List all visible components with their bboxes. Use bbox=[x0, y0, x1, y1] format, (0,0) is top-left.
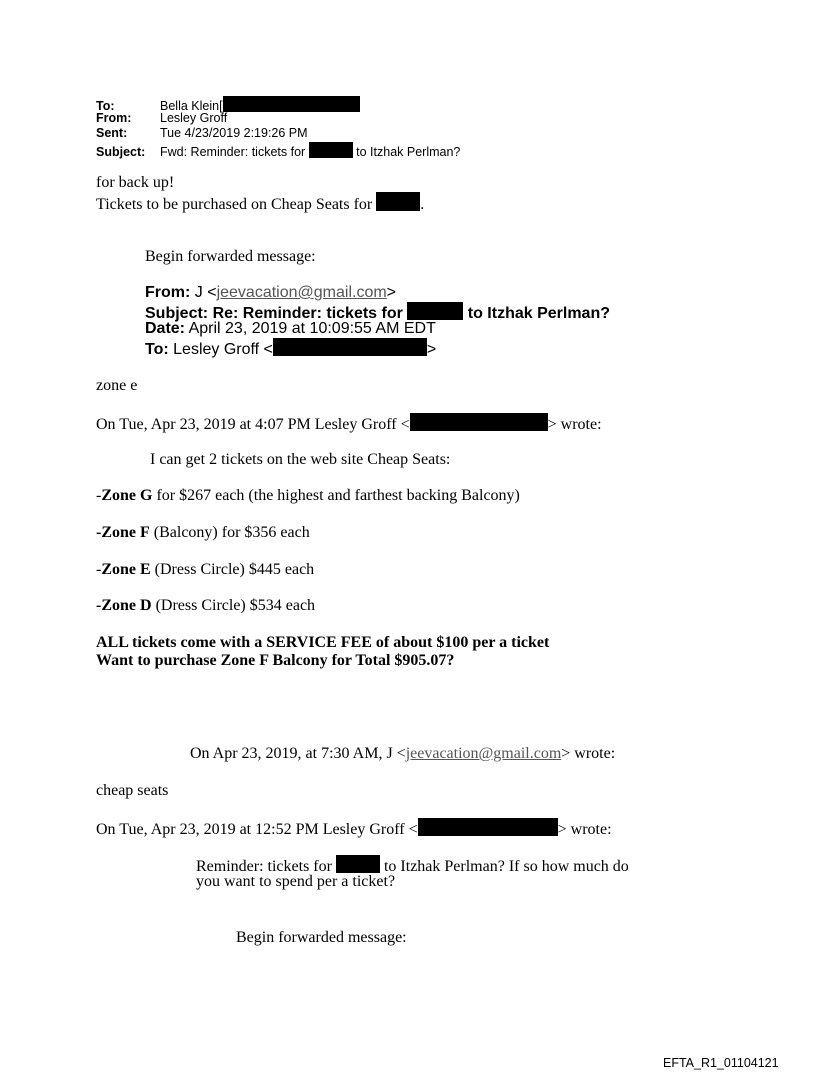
fwd-to-row bbox=[145, 338, 436, 359]
subject-label: Subject: bbox=[96, 145, 146, 159]
zone-g-label: Zone G bbox=[101, 487, 153, 504]
fwd-from-suffix: > bbox=[386, 284, 397, 301]
fwd-from-label: From: bbox=[145, 284, 191, 301]
can-get-line: I can get 2 tickets on the web site Cheap Seats: bbox=[150, 451, 451, 468]
zone-e-label: Zone E bbox=[101, 561, 151, 578]
purchase-question-line: Want to purchase Zone F Balcony for Total $905.07? bbox=[96, 652, 455, 669]
document-id: EFTA_R1_01104121 bbox=[663, 1056, 779, 1070]
from-label: From: bbox=[96, 111, 132, 125]
zone-e-detail: (Dress Circle) $445 each bbox=[150, 561, 315, 578]
redaction-box bbox=[418, 818, 558, 836]
wrote-line-3-suffix: > wrote: bbox=[557, 821, 612, 838]
cheap-seats-line: cheap seats bbox=[96, 782, 169, 799]
redaction-box bbox=[407, 302, 463, 320]
wrote-line-1-suffix: > wrote: bbox=[547, 416, 602, 433]
zone-e-dash: - bbox=[96, 561, 102, 578]
reminder-prefix: Reminder: tickets for bbox=[196, 858, 332, 875]
header-sent-row bbox=[96, 126, 308, 140]
fwd-to-label: To: bbox=[145, 341, 169, 358]
from-value: Lesley Groff bbox=[160, 111, 228, 125]
fwd-subject-label: Subject: bbox=[145, 305, 209, 322]
body-line-backup: for back up! bbox=[96, 174, 175, 191]
redaction-box bbox=[410, 413, 548, 431]
fwd-subject-suffix: to Itzhak Perlman? bbox=[467, 305, 610, 322]
fwd-from-prefix: J < bbox=[194, 284, 217, 301]
fwd-date-value: April 23, 2019 at 10:09:55 AM EDT bbox=[188, 320, 436, 337]
header-subject-row bbox=[96, 142, 460, 159]
zone-f-detail: (Balcony) for $356 each bbox=[149, 524, 310, 541]
zone-d-dash: - bbox=[96, 597, 102, 614]
service-fee-line: ALL tickets come with a SERVICE FEE of about $100 per a ticket bbox=[96, 634, 550, 651]
reminder-suffix: to Itzhak Perlman? If so how much do bbox=[383, 858, 629, 875]
to-label: To: bbox=[96, 99, 115, 113]
redaction-box bbox=[273, 338, 427, 356]
wrote-line-2-prefix: On Apr 23, 2019, at 7:30 AM, J < bbox=[190, 745, 406, 762]
fwd-from-email-link[interactable]: jeevacation@gmail.com bbox=[216, 284, 387, 301]
redaction-box bbox=[376, 192, 420, 211]
zone-g-dash: - bbox=[96, 487, 102, 504]
reply-zone-e: zone e bbox=[96, 377, 138, 394]
fwd-from-row bbox=[145, 284, 396, 302]
zone-d-line bbox=[96, 597, 315, 615]
redaction-box bbox=[309, 142, 353, 158]
begin-forwarded-message: Begin forwarded message: bbox=[145, 248, 316, 265]
wrote-line-1 bbox=[96, 413, 602, 434]
header-from-row bbox=[96, 111, 227, 125]
zone-f-dash: - bbox=[96, 524, 102, 541]
fwd-date-label: Date: bbox=[145, 320, 186, 337]
to-value: Bella Klein[ bbox=[160, 99, 223, 113]
wrote-line-1-prefix: On Tue, Apr 23, 2019 at 4:07 PM Lesley Groff < bbox=[96, 416, 410, 433]
redaction-box bbox=[336, 855, 380, 873]
wrote-line-2-email-link[interactable]: jeevacation@gmail.com bbox=[405, 745, 562, 762]
fwd-subject-prefix: Re: Reminder: tickets for bbox=[212, 305, 403, 322]
zone-f-line bbox=[96, 524, 310, 542]
sent-label: Sent: bbox=[96, 126, 128, 140]
body-line-tickets-end: . bbox=[420, 196, 425, 213]
zone-d-label: Zone D bbox=[101, 597, 152, 614]
subject-suffix: to Itzhak Perlman? bbox=[356, 145, 461, 159]
fwd-date-row bbox=[145, 320, 436, 338]
reminder-line-2: you want to spend per a ticket? bbox=[196, 873, 396, 890]
body-line-tickets bbox=[96, 192, 424, 214]
redaction-box bbox=[223, 96, 360, 112]
zone-d-detail: (Dress Circle) $534 each bbox=[151, 597, 316, 614]
wrote-line-2-suffix: > wrote: bbox=[561, 745, 616, 762]
zone-g-line bbox=[96, 487, 520, 505]
wrote-line-2 bbox=[190, 745, 615, 763]
zone-e-line bbox=[96, 561, 314, 579]
wrote-line-3-prefix: On Tue, Apr 23, 2019 at 12:52 PM Lesley Groff < bbox=[96, 821, 418, 838]
fwd-to-suffix: > bbox=[426, 341, 437, 358]
fwd-to-prefix: Lesley Groff < bbox=[173, 341, 273, 358]
begin-forwarded-message-2: Begin forwarded message: bbox=[236, 929, 407, 946]
sent-value: Tue 4/23/2019 2:19:26 PM bbox=[160, 126, 308, 140]
wrote-line-3 bbox=[96, 818, 612, 839]
body-line-tickets-text: Tickets to be purchased on Cheap Seats for bbox=[96, 196, 373, 213]
zone-g-detail: for $267 each (the highest and farthest backing Balcony) bbox=[152, 487, 520, 504]
zone-f-label: Zone F bbox=[101, 524, 150, 541]
subject-prefix: Fwd: Reminder: tickets for bbox=[160, 145, 306, 159]
